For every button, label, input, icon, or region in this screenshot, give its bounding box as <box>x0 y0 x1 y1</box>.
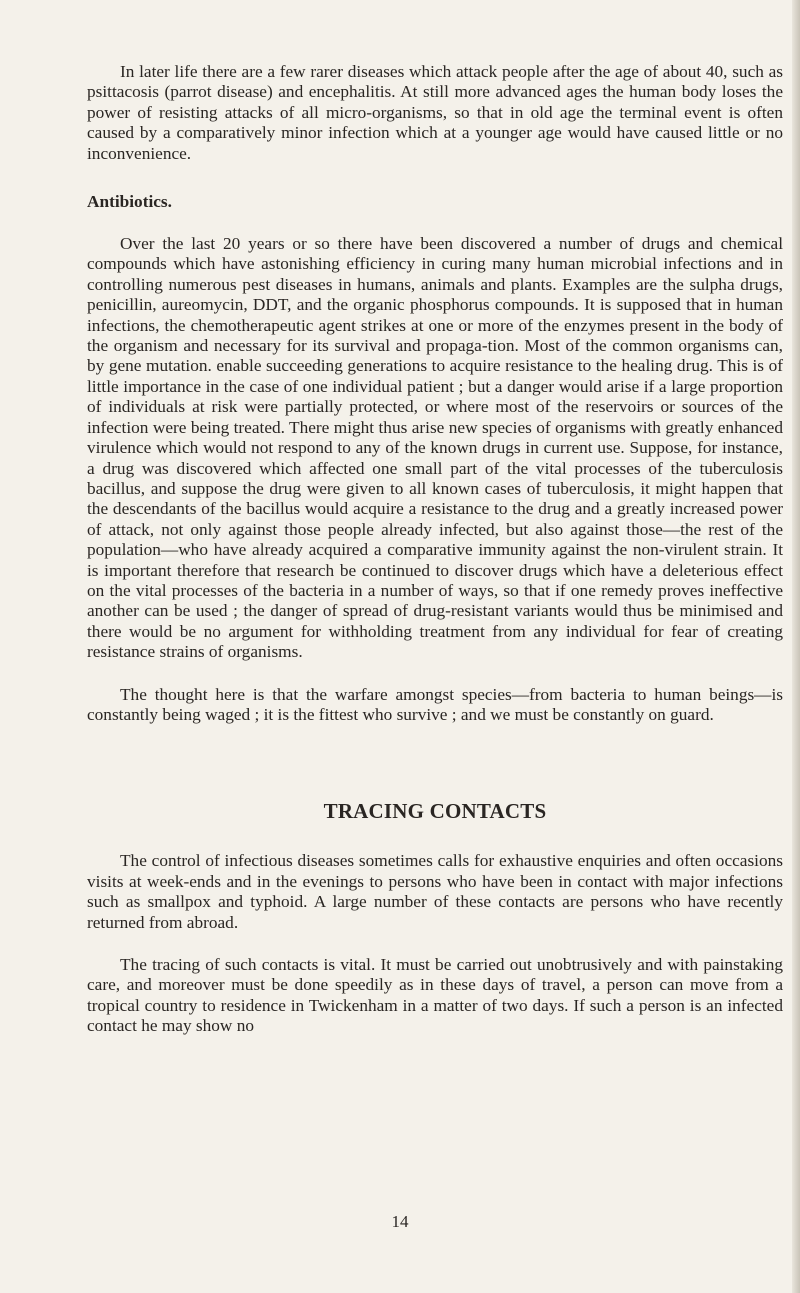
page-edge-shadow <box>792 0 800 1293</box>
paragraph-antibiotics: Over the last 20 years or so there have been discovered a number of drugs and chemical compounds which have astonishing efficiency in curing many human microbial infections and in controlling numerous pest diseases in humans, animals and plants. Examples are the sulpha drugs, penicillin, aureomycin, DDT, and the organic phosphorus compounds. It is supposed that in human infections, the chemotherapeutic agent strikes at one or more of the enzymes present in the body of the organism and necessary for its survival and propaga-tion. Most of the common organisms can, by gene mutation. enable succeeding generations to acquire resistance to the healing drug. This is of little importance in the case of one individual patient ; but a danger would arise if a large proportion of individuals at risk were partially protected, or where most of the reservoirs or sources of the infection were being treated. There might thus arise new species of organisms with greatly enhanced virulence which would not respond to any of the known drugs in current use. Suppose, for instance, a drug was discovered which affected one small part of the vital processes of the tuberculosis bacillus, and suppose the drug were given to all known cases of tuberculosis, it might happen that the descendants of the bacillus would acquire a resistance to the drug and a greatly increased power of attack, not only against those people already infected, but also against those—the rest of the population—who have already acquired a comparative immunity against the non-virulent strain. It is important therefore that research be continued to discover drugs which have a deleterious effect on the vital processes of the bacteria in a number of ways, so that if one remedy proves ineffective another can be used ; the danger of spread of drug-resistant variants would thus be minimised and there would be no argument for withholding treatment from any individual for fear of creating resistance strains of organisms. <box>87 234 783 662</box>
paragraph-control-of-infectious-diseases: The control of infectious diseases sometimes calls for exhaustive enquiries and often occasions visits at week-ends and in the evenings to persons who have been in contact with major infections such as smallpox and typhoid. A large number of these contacts are persons who have recently returned from abroad. <box>87 851 783 932</box>
paragraph-tracing-contacts-vital: The tracing of such contacts is vital. It must be carried out unobtrusively and with painstaking care, and moreover must be done speedily as in these days of travel, a person can move from a tropical country to residence in Twickenham in a matter of two days. If such a person is an infected contact he may show no <box>87 955 783 1036</box>
page-body <box>87 62 783 1037</box>
section-heading-antibiotics: Antibiotics. <box>87 192 172 212</box>
page-number: 14 <box>391 1212 409 1231</box>
paragraph-later-life-diseases: In later life there are a few rarer diseases which attack people after the age of about 40, such as psittacosis (parrot disease) and encephalitis. At still more advanced ages the human body loses the power of resisting attacks of all micro-organisms, so that in old age the terminal event is often caused by a comparatively minor infection which at a younger age would have caused little or no inconvenience. <box>87 62 783 163</box>
section-heading-tracing-contacts: TRACING CONTACTS <box>323 799 547 824</box>
paragraph-warfare-amongst-species: The thought here is that the warfare amongst species—from bacteria to human beings—is constantly being waged ; it is the fittest who survive ; and we must be constantly on guard. <box>87 684 783 724</box>
